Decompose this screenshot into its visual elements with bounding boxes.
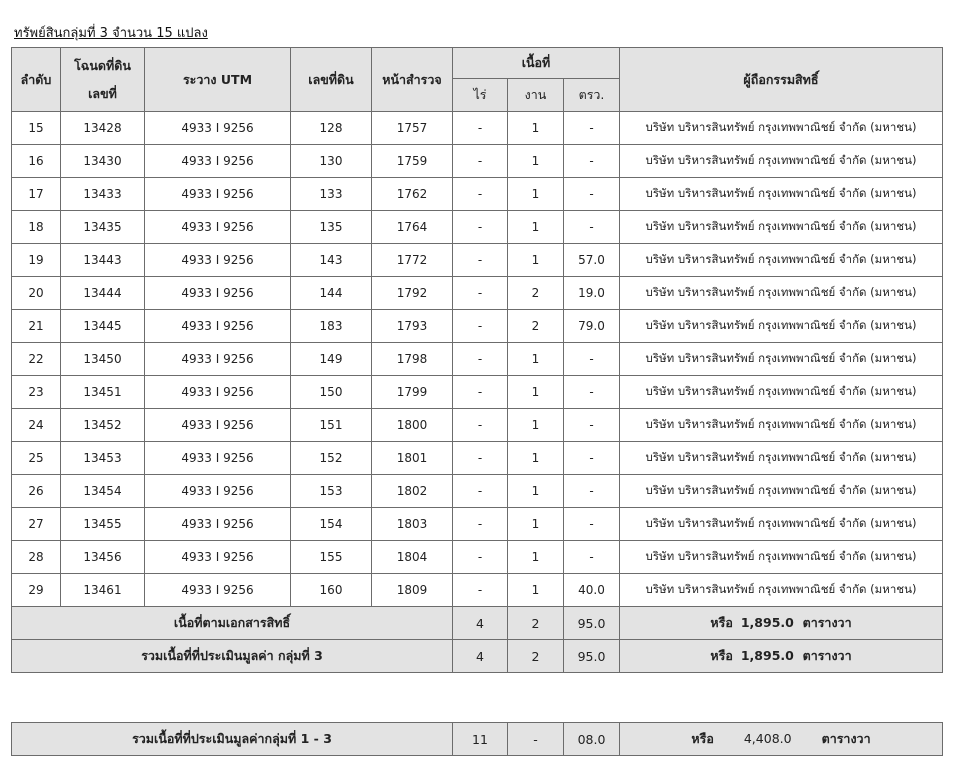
cell-ngan: 1 [508, 508, 564, 541]
cell-survey: 1793 [372, 310, 453, 343]
cell-utm: 4933 I 9256 [145, 541, 291, 574]
cell-seq: 29 [12, 574, 61, 607]
cell-ngan: 1 [508, 211, 564, 244]
cell-rai: - [453, 508, 508, 541]
cell-survey: 1762 [372, 178, 453, 211]
cell-deed: 13430 [61, 145, 145, 178]
cell-parcel: 153 [291, 475, 372, 508]
cell-rai: - [453, 442, 508, 475]
cell-wa: - [564, 376, 620, 409]
cell-rai: - [453, 178, 508, 211]
cell-owner: บริษัท บริหารสินทรัพย์ กรุงเทพพาณิชย์ จำกัด (มหาชน) [620, 376, 943, 409]
cell-ngan: 2 [508, 310, 564, 343]
cell-wa: - [564, 541, 620, 574]
cell-owner: บริษัท บริหารสินทรัพย์ กรุงเทพพาณิชย์ จำกัด (มหาชน) [620, 145, 943, 178]
cell-seq: 17 [12, 178, 61, 211]
cell-owner: บริษัท บริหารสินทรัพย์ กรุงเทพพาณิชย์ จำกัด (มหาชน) [620, 343, 943, 376]
cell-wa: - [564, 145, 620, 178]
summary-total-value: 1,895.0 [740, 615, 794, 630]
header-ngan: งาน [508, 79, 564, 112]
grand-total-wa: 08.0 [564, 723, 620, 756]
cell-ngan: 1 [508, 376, 564, 409]
cell-wa: - [564, 475, 620, 508]
table-row [12, 178, 943, 211]
cell-deed: 13461 [61, 574, 145, 607]
table-row [12, 343, 943, 376]
cell-parcel: 152 [291, 442, 372, 475]
cell-deed: 13453 [61, 442, 145, 475]
cell-owner: บริษัท บริหารสินทรัพย์ กรุงเทพพาณิชย์ จำกัด (มหาชน) [620, 277, 943, 310]
grand-total-sum [620, 723, 943, 756]
summary-total-value: 1,895.0 [740, 648, 794, 663]
cell-wa: - [564, 508, 620, 541]
summary-or-label: หรือ [710, 615, 733, 630]
cell-deed: 13450 [61, 343, 145, 376]
summary-row-deed-area [12, 607, 943, 640]
cell-survey: 1809 [372, 574, 453, 607]
summary-label: เนื้อที่ตามเอกสารสิทธิ์ [12, 607, 453, 640]
table-row [12, 508, 943, 541]
cell-survey: 1799 [372, 376, 453, 409]
cell-rai: - [453, 112, 508, 145]
land-parcel-table [11, 47, 943, 673]
cell-parcel: 151 [291, 409, 372, 442]
cell-deed: 13454 [61, 475, 145, 508]
cell-rai: - [453, 211, 508, 244]
cell-rai: - [453, 409, 508, 442]
cell-parcel: 130 [291, 145, 372, 178]
cell-parcel: 160 [291, 574, 372, 607]
cell-seq: 27 [12, 508, 61, 541]
cell-utm: 4933 I 9256 [145, 244, 291, 277]
summary-or-label: หรือ [710, 648, 733, 663]
header-rai: ไร่ [453, 79, 508, 112]
cell-survey: 1798 [372, 343, 453, 376]
cell-ngan: 1 [508, 343, 564, 376]
cell-parcel: 128 [291, 112, 372, 145]
cell-wa: 40.0 [564, 574, 620, 607]
cell-ngan: 1 [508, 145, 564, 178]
cell-wa: - [564, 409, 620, 442]
cell-seq: 16 [12, 145, 61, 178]
cell-parcel: 149 [291, 343, 372, 376]
table-row [12, 211, 943, 244]
header-parcel: เลขที่ดิน [291, 48, 372, 112]
cell-ngan: 1 [508, 244, 564, 277]
cell-parcel: 144 [291, 277, 372, 310]
document-title: ทรัพย์สินกลุ่มที่ 3 จำนวน 15 แปลง [14, 26, 208, 41]
cell-deed: 13433 [61, 178, 145, 211]
cell-owner: บริษัท บริหารสินทรัพย์ กรุงเทพพาณิชย์ จำกัด (มหาชน) [620, 178, 943, 211]
cell-ngan: 1 [508, 112, 564, 145]
cell-utm: 4933 I 9256 [145, 574, 291, 607]
cell-deed: 13455 [61, 508, 145, 541]
cell-ngan: 1 [508, 475, 564, 508]
cell-utm: 4933 I 9256 [145, 409, 291, 442]
cell-deed: 13445 [61, 310, 145, 343]
cell-survey: 1759 [372, 145, 453, 178]
summary-ngan: 2 [508, 607, 564, 640]
cell-seq: 24 [12, 409, 61, 442]
cell-ngan: 2 [508, 277, 564, 310]
cell-utm: 4933 I 9256 [145, 178, 291, 211]
cell-ngan: 1 [508, 409, 564, 442]
cell-seq: 26 [12, 475, 61, 508]
cell-owner: บริษัท บริหารสินทรัพย์ กรุงเทพพาณิชย์ จำกัด (มหาชน) [620, 475, 943, 508]
summary-rai: 4 [453, 640, 508, 673]
cell-parcel: 150 [291, 376, 372, 409]
cell-rai: - [453, 475, 508, 508]
table-row [12, 475, 943, 508]
cell-wa: 57.0 [564, 244, 620, 277]
grand-total-ngan: - [508, 723, 564, 756]
cell-seq: 22 [12, 343, 61, 376]
cell-owner: บริษัท บริหารสินทรัพย์ กรุงเทพพาณิชย์ จำกัด (มหาชน) [620, 112, 943, 145]
cell-utm: 4933 I 9256 [145, 508, 291, 541]
cell-survey: 1802 [372, 475, 453, 508]
grand-total-label: รวมเนื้อที่ที่ประเมินมูลค่ากลุ่มที่ 1 - 3 [12, 723, 453, 756]
summary-label: รวมเนื้อที่ที่ประเมินมูลค่า กลุ่มที่ 3 [12, 640, 453, 673]
cell-owner: บริษัท บริหารสินทรัพย์ กรุงเทพพาณิชย์ จำกัด (มหาชน) [620, 310, 943, 343]
grand-total-table [11, 722, 943, 756]
summary-wa: 95.0 [564, 607, 620, 640]
cell-seq: 21 [12, 310, 61, 343]
table-row [12, 145, 943, 178]
table-row [12, 310, 943, 343]
grand-total-value: 4,408.0 [743, 731, 792, 746]
header-deed-line2: เลขที่ [88, 85, 117, 101]
cell-deed: 13452 [61, 409, 145, 442]
cell-deed: 13443 [61, 244, 145, 277]
cell-rai: - [453, 541, 508, 574]
summary-unit: ตารางวา [802, 615, 852, 630]
summary-row-group3 [12, 640, 943, 673]
cell-survey: 1800 [372, 409, 453, 442]
cell-seq: 23 [12, 376, 61, 409]
cell-parcel: 133 [291, 178, 372, 211]
summary-unit: ตารางวา [802, 648, 852, 663]
cell-ngan: 1 [508, 442, 564, 475]
cell-ngan: 1 [508, 178, 564, 211]
summary-wa: 95.0 [564, 640, 620, 673]
cell-seq: 25 [12, 442, 61, 475]
cell-rai: - [453, 244, 508, 277]
cell-owner: บริษัท บริหารสินทรัพย์ กรุงเทพพาณิชย์ จำกัด (มหาชน) [620, 211, 943, 244]
cell-seq: 19 [12, 244, 61, 277]
cell-wa: - [564, 112, 620, 145]
header-seq: ลำดับ [12, 48, 61, 112]
cell-utm: 4933 I 9256 [145, 475, 291, 508]
cell-owner: บริษัท บริหารสินทรัพย์ กรุงเทพพาณิชย์ จำกัด (มหาชน) [620, 244, 943, 277]
cell-rai: - [453, 343, 508, 376]
cell-survey: 1792 [372, 277, 453, 310]
cell-survey: 1757 [372, 112, 453, 145]
header-utm: ระวาง UTM [145, 48, 291, 112]
table-row [12, 442, 943, 475]
cell-rai: - [453, 376, 508, 409]
header-survey: หน้าสำรวจ [372, 48, 453, 112]
cell-parcel: 155 [291, 541, 372, 574]
grand-total-row [12, 723, 943, 756]
cell-deed: 13435 [61, 211, 145, 244]
cell-rai: - [453, 574, 508, 607]
table-row [12, 244, 943, 277]
cell-parcel: 143 [291, 244, 372, 277]
cell-wa: - [564, 442, 620, 475]
cell-wa: 79.0 [564, 310, 620, 343]
cell-deed: 13456 [61, 541, 145, 574]
cell-utm: 4933 I 9256 [145, 376, 291, 409]
cell-rai: - [453, 145, 508, 178]
cell-parcel: 135 [291, 211, 372, 244]
cell-parcel: 154 [291, 508, 372, 541]
cell-deed: 13451 [61, 376, 145, 409]
cell-parcel: 183 [291, 310, 372, 343]
cell-seq: 18 [12, 211, 61, 244]
grand-total-or-label: หรือ [691, 731, 714, 746]
cell-ngan: 1 [508, 541, 564, 574]
cell-deed: 13428 [61, 112, 145, 145]
cell-survey: 1804 [372, 541, 453, 574]
cell-utm: 4933 I 9256 [145, 112, 291, 145]
header-wa: ตรว. [564, 79, 620, 112]
cell-ngan: 1 [508, 574, 564, 607]
cell-utm: 4933 I 9256 [145, 343, 291, 376]
cell-owner: บริษัท บริหารสินทรัพย์ กรุงเทพพาณิชย์ จำกัด (มหาชน) [620, 574, 943, 607]
cell-seq: 28 [12, 541, 61, 574]
cell-rai: - [453, 310, 508, 343]
summary-rai: 4 [453, 607, 508, 640]
cell-survey: 1764 [372, 211, 453, 244]
header-deed [61, 48, 145, 112]
cell-survey: 1801 [372, 442, 453, 475]
cell-utm: 4933 I 9256 [145, 442, 291, 475]
header-deed-line1: โฉนดที่ดิน [74, 57, 131, 73]
cell-owner: บริษัท บริหารสินทรัพย์ กรุงเทพพาณิชย์ จำกัด (มหาชน) [620, 409, 943, 442]
cell-seq: 20 [12, 277, 61, 310]
cell-owner: บริษัท บริหารสินทรัพย์ กรุงเทพพาณิชย์ จำกัด (มหาชน) [620, 541, 943, 574]
summary-total [620, 607, 943, 640]
cell-utm: 4933 I 9256 [145, 310, 291, 343]
summary-ngan: 2 [508, 640, 564, 673]
header-owner: ผู้ถือกรรมสิทธิ์ [620, 48, 943, 112]
table-row [12, 574, 943, 607]
grand-total-unit: ตารางวา [821, 731, 871, 746]
cell-wa: 19.0 [564, 277, 620, 310]
table-row [12, 409, 943, 442]
cell-utm: 4933 I 9256 [145, 277, 291, 310]
cell-rai: - [453, 277, 508, 310]
cell-wa: - [564, 343, 620, 376]
cell-owner: บริษัท บริหารสินทรัพย์ กรุงเทพพาณิชย์ จำกัด (มหาชน) [620, 442, 943, 475]
header-area: เนื้อที่ [453, 48, 620, 79]
cell-wa: - [564, 178, 620, 211]
table-row [12, 376, 943, 409]
cell-survey: 1772 [372, 244, 453, 277]
cell-survey: 1803 [372, 508, 453, 541]
cell-owner: บริษัท บริหารสินทรัพย์ กรุงเทพพาณิชย์ จำกัด (มหาชน) [620, 508, 943, 541]
cell-wa: - [564, 211, 620, 244]
table-row [12, 112, 943, 145]
table-row [12, 277, 943, 310]
cell-seq: 15 [12, 112, 61, 145]
table-row [12, 541, 943, 574]
cell-deed: 13444 [61, 277, 145, 310]
cell-utm: 4933 I 9256 [145, 145, 291, 178]
summary-total [620, 640, 943, 673]
grand-total-rai: 11 [453, 723, 508, 756]
cell-utm: 4933 I 9256 [145, 211, 291, 244]
